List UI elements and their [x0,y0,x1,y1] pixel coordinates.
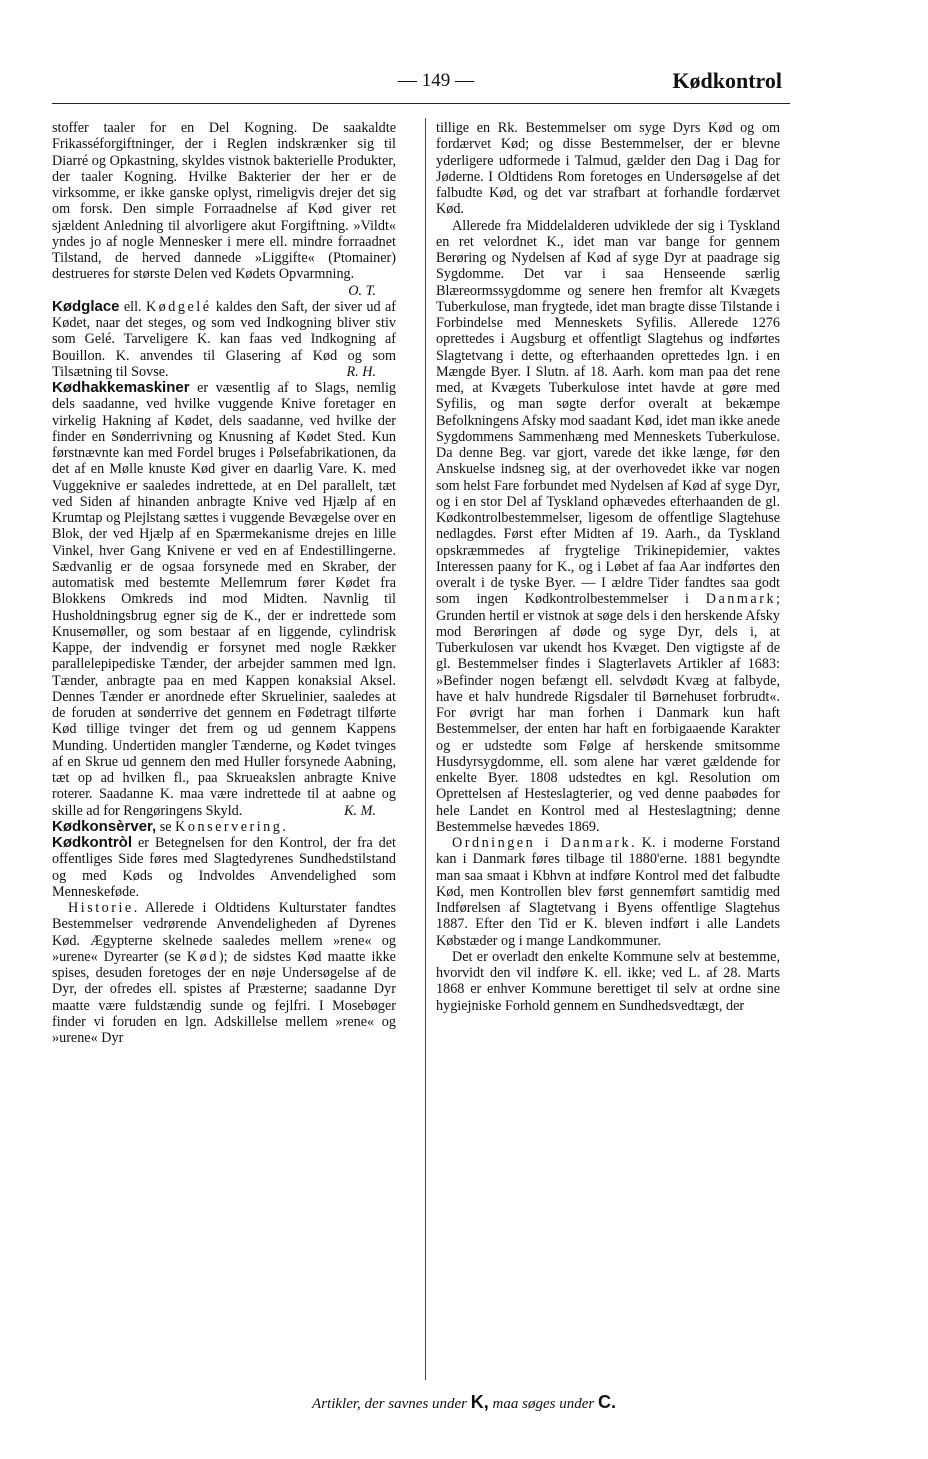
footer-text: maa søges under [488,1396,598,1412]
headword: Kødglace [52,297,120,315]
author-signature: R. H. [346,363,376,380]
right-column [436,120,780,1014]
footer-letter-k: K, [470,1392,489,1412]
entry-kodglace [52,299,396,380]
paragraph: tillige en Rk. Bestemmelser om syge Dyrs Kød og om fordærvet Kød; og disse Bestemmelser, der er blevne yderligere udformede i Talmud, gælder den Dag i Dag for Jøderne. I Oldtidens Rom foretoges en Undersøgelse af det falbudte Kød, og det var strafbart at forhandle fordærvet Kød. [436,120,780,218]
paragraph-text: ); de sidstes Kød maatte ikke spises, desuden foretoges der en nøje Undersøgelse af de Dyr, der ofredes ell. spistes af Præsterne; saadanne Dyr maatte være fuldstændig sunde og fejlfri. I Mosebøger finder vi foruden en lgn. Adskillelse mellem »rene« og »urene« Dyr [52,948,396,1046]
headword: Kødkontròl [52,834,132,851]
paragraph-text: . Allerede i Oldtidens Kulturstater fandtes Bestemmelser vedrørende Anvendeligheden af Dyrenes Kød. Ægypterne skelnede saaledes mellem »rene« og »urene« Dyrearter (se [52,900,396,965]
cross-reference: Kød [186,948,219,965]
author-signature: O. T. [348,282,376,299]
entry-kodhakkemaskiner [52,380,396,819]
section-label: Ordningen i Danmark [452,835,632,851]
paragraph-text: . K. i moderne Forstand kan i Danmark føres tilbage til 1880'erne. 1881 begyndte man saa smaat i Kbhvn at indføre Kontrol med det falbudte Kød, men Kontrollen blev først gennemført samtidig med Indførelsen af Slagtetvang i Byens offentlige Slagtehus 1887. Efter den Tid er K. bleven indført i alle Landets Købstæder og i mange Landkommuner. [436,835,780,949]
paragraph [436,218,780,836]
paragraph-text: ; Grunden hertil er vistnok at søge dels i den herskende Afsky mod Berøringen af døde og syge Dyr, dels i, at Tuberkulosen var ukendt hos Kvæget. Den vigtigste af de gl. Bestemmelser findes i Slagterlavets Artikler af 1683: »Befinder nogen befængt ell. selvdødt Kvæg at falbyde, have et halv hundrede Rigsdaler til Børnehuset forbrudt«. For øvrigt har man forhen i Danmark kun haft Bestemmelser, der enten har haft en forbigaaende Karakter og er udstedte som Følge af herskende smitsomme Husdyrsygdomme, ell. som alene har været gældende for enkelte Byer. 1808 udstedtes en kgl. Resolution om Oprettelsen af Hesteslagterier, og ved denne paabødes for hele Landet en Kontrol med al Hesteslagtning; denne Bestemmelse hævedes 1869. [436,591,780,835]
entry-text: se [156,818,176,835]
left-column [52,120,396,1046]
entry-text: er væsentlig af to Slags, nemlig dels saadanne, ved hvilke vuggende Knive foretager en virkelig Hakning af Kødet, dels saadanne, ved hvilke der finder en Sønderrivning og Knusning af Kødet Sted. Kun førstnævnte kan med Fordel bruges i Pølsefabrikationen, da det af en Mølle knuste Kød giver en daarlig Vare. K. med Vuggeknive er saaledes indrettede, at en Del parallelt, tæt ved Siden af hinanden anbragte Knive ved Hjælp af en Krumtap og Plejlstang sættes i vuggende Bevægelse over en Blok, der ved Hjælp af en Spærmekanisme drejes en lille Vinkel, hver Gang Knivene er ved en af Endestillingerne. Sædvanlig er de ogsaa forsynede med en Skraber, der automatisk med bestemte Mellemrum fører Kødet fra Blokkens Omkreds ind mod Midten. Navnlig til Husholdningsbrug egner sig de K., der er indrettede som Knusemøller, og som bestaar af en liggende, cylindrisk Kappe, der indvendig er forsynet med nogle Rækker parallelepipediske Tænder, der arbejder sammen med lgn. Tænder, anbragte paa en med Kappen konaksial Aksel. Dennes Tænder er anordnede efter Skruelinier, saaledes at de foruden at sønderrive det gennem en Fødetragt tilførte Kød tillige tvinger det frem og ud gennem Kappens Munding. Undertiden mangler Tænderne, og Kødet tvinges af en Skrue ud gennem den med Huller forsynede Aabning, tæt op ad hvilken fl., paa Skrueakslen anbragte Knive roterer. Saadanne K. maa være indrettede til at aabne og skille ad for Rengøringens Skyld. [52,380,396,819]
spaced-term: Danmark [705,591,777,608]
column-divider [425,118,426,1380]
paragraph: Det er overladt den enkelte Kommune selv at bestemme, hvorvidt den vil indføre K. ell. ikke; ved L. af 28. Marts 1868 er enhver Kommune berettiget til selv at ordne sine hygiejniske Forhold gennem en Sundhedsvedtægt, der [436,948,780,1014]
entry-text: er Betegnelsen for den Kontrol, der fra det offentliges Side føres med Slagtedyrenes Sundhedstilstand og med Køds og Indvoldes Anvendelighed som Menneskeføde. [52,835,396,900]
paragraph-text: stoffer taaler for en Del Kogning. De saakaldte Frikasséforgiftninger, der i Reglen indskrænker sig til Diarré og Opkastning, skyldes vistnok bakterielle Produkter, der taaler Kogning. Hvilke Bakterier der her er de virksomme, er ikke ganske oplyst, rimeligvis drejer det sig om forsk. Den simple Forraadnelse af Kød giver ret sjældent Anledning til alvorligere akut Forgiftning. »Vildt« yndes jo af nogle Mennesker i mere ell. mindre forraadnet Tilstand, de herved dannede »Liggifte« (Ptomainer) destrueres for største Delen ved Kødets Opvarmning. [52,120,396,283]
entry-text: . [282,818,286,835]
entry-kodkonserver [52,819,396,835]
paragraph-historie [52,900,396,1046]
footer-text: Artikler, der savnes under [312,1396,471,1412]
entry-text: ell. [119,298,146,315]
section-label: Historie [68,900,134,916]
footer-letter-c: C. [597,1392,616,1412]
headword: Kødhakkemaskiner [52,379,190,396]
paragraph-text: Allerede fra Middelalderen udviklede der sig i Tyskland en ret velordnet K., idet man var bange for gennem Berøring og Nydelsen af Kød af syge Dyr at paadrage sig Sygdomme. Det var i saa Henseende særlig Blæreormssygdomme og senere hen fremfor alt Kvægets Tuberkulose, man frygtede, idet man bragte disse Tilstande i Forbindelse med Menneskets Syfilis. Allerede 1276 oprettedes i Augsburg et offentligt Slagtehus og indførtes Slagtetvang i dette, og efterhaanden oprettedes lgn. i en Mængde Byer. I Slutn. af 18. Aarh. kom man paa det rene med, at Kvægets Tuberkulose intet havde at gøre med Syfilis, og man søgte derfor overalt at bekæmpe Befolkningens Afsky mod saadant Kød, idet man ikke anede Sygdommens Sammenhæng med Menneskets Tuberkulose. Da denne Beg. var gjort, varede det ikke længe, før den Anskuelse indsneg sig, at der overhovedet ikke var nogen som helst Fare forbundet med Nydelsen af Kød af syge Dyr, og i en stor Del af Tyskland ophævedes efterhaanden de gl. Kødkontrolbestemmelser, ligesom de offentlige Slagtehuse nedlagdes. Først efter Midten af 19. Aarh., da Tyskland opskræmmedes af frygtelige Trikinepidemier, vaktes Interessen paany for K., og i Løbet af faa Aar indførtes den overalt i de tyske Byer. — I ældre Tider fandtes saa godt som ingen Kødkontrolbestemmelser i [436,217,780,608]
author-signature: K. M. [344,802,376,819]
paragraph-ordningen [436,835,780,949]
running-head: Kødkontrol [672,68,782,93]
page-footer [0,1392,928,1413]
page-header [52,68,790,102]
entry-text: kaldes den Saft, der siver ud af Kødet, naar det steges, og som ved Indkogning bliver stiv som Gelé. Tarveligere K. kan faas ved Indkogning af Bouillon. K. anvendes til Glasering af Kød og som Tilsætning til Sovse. [52,298,396,380]
header-rule [52,103,790,104]
entry-kodkontrol [52,835,396,900]
headword: Kødkonsèrver, [52,817,157,835]
paragraph [52,120,396,299]
page-number: — 149 — [398,70,474,91]
spaced-term: Kødgelé [145,298,212,315]
cross-reference: Konservering [175,818,283,835]
